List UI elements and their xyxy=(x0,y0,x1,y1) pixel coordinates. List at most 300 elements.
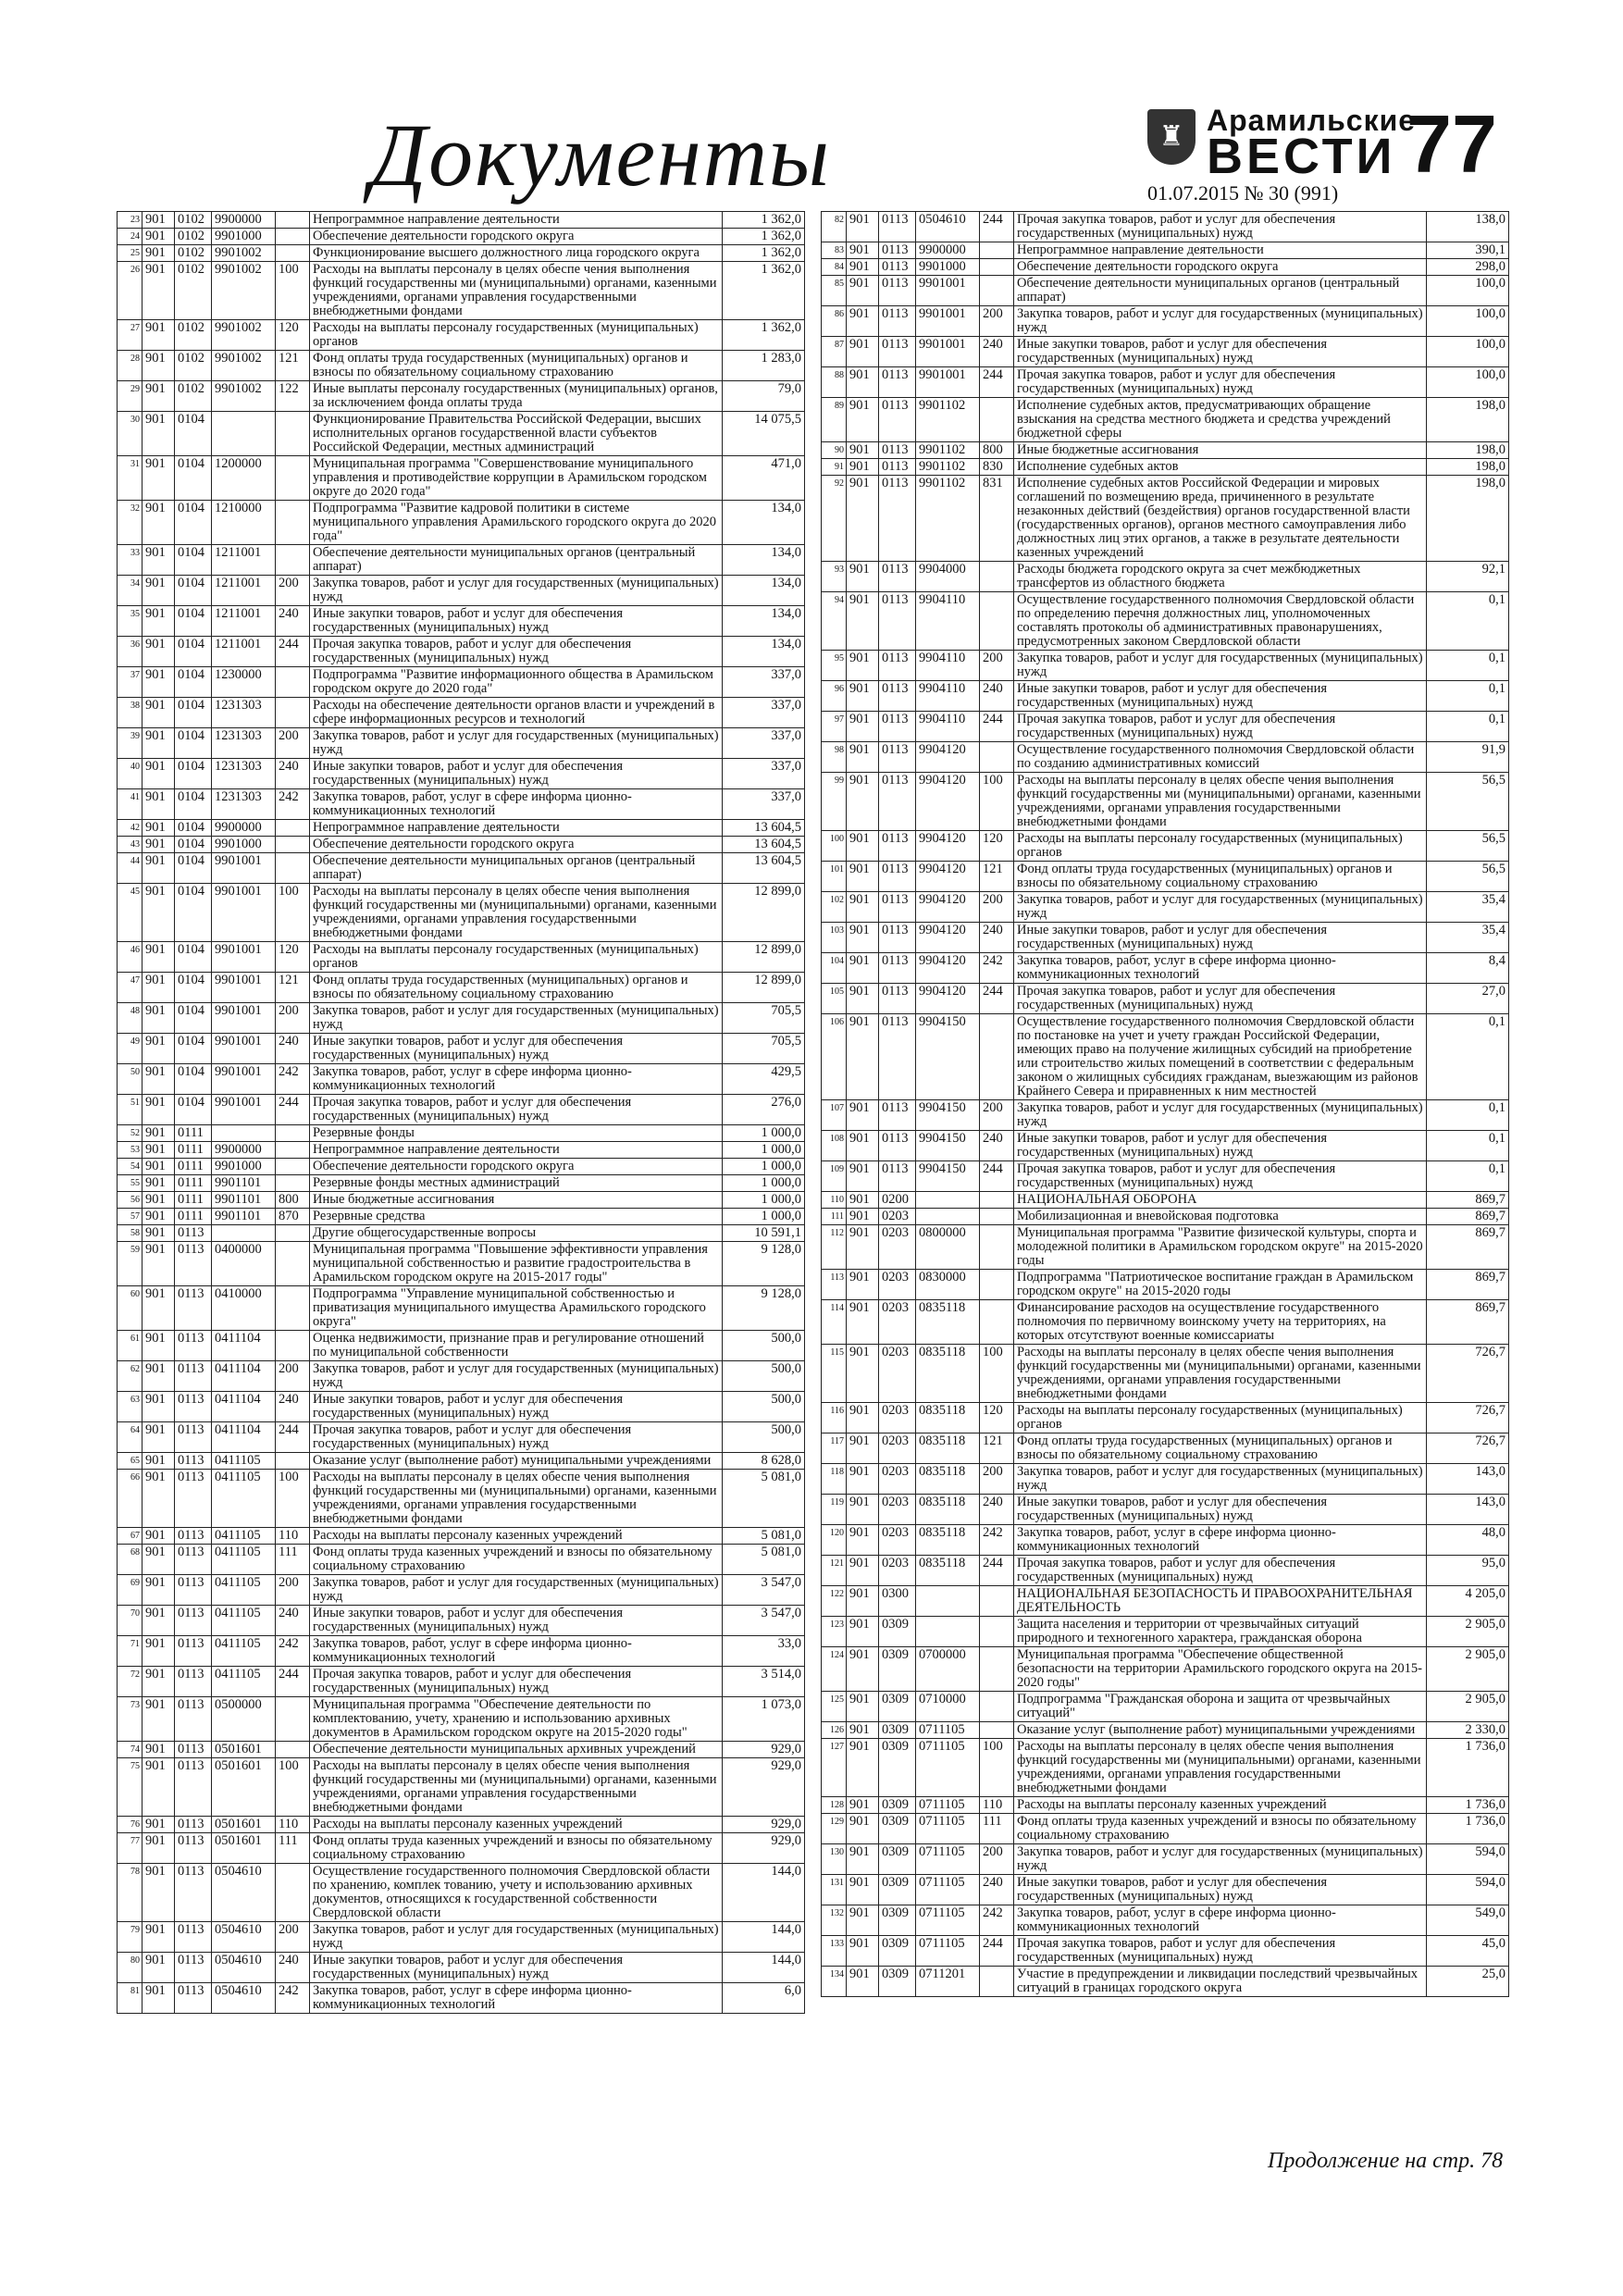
admin-code: 901 xyxy=(142,1209,175,1225)
expense-type xyxy=(980,1192,1014,1209)
row-description: Прочая закупка товаров, работ и услуг для обеспечения государственных (муниципальных) нужд xyxy=(1014,1556,1427,1586)
row-number: 39 xyxy=(118,728,142,759)
row-description: Закупка товаров, работ и услуг для государственных (муниципальных) нужд xyxy=(1014,1100,1427,1131)
row-description: Расходы на выплаты персоналу в целях обеспе чения выполнения функций государственны ми (муниципальными) органами, казенными учреждениями, органами управления государственными внебюджетными фондами xyxy=(310,1758,723,1817)
section-code: 0309 xyxy=(879,1797,916,1814)
row-number: 101 xyxy=(822,862,847,892)
row-amount: 100,0 xyxy=(1427,306,1509,337)
row-amount: 6,0 xyxy=(723,1983,805,2014)
section-code: 0113 xyxy=(175,1242,212,1286)
row-number: 127 xyxy=(822,1739,847,1797)
section-code: 0113 xyxy=(175,1286,212,1331)
row-description: Подпрограмма "Развитие информационного общества в Арамильском городском округе до 2020 года" xyxy=(310,667,723,698)
row-amount: 1 362,0 xyxy=(723,262,805,320)
row-amount: 1 000,0 xyxy=(723,1142,805,1159)
admin-code: 901 xyxy=(142,789,175,820)
row-number: 132 xyxy=(822,1905,847,1936)
expense-type: 111 xyxy=(276,1833,310,1864)
row-amount: 143,0 xyxy=(1427,1464,1509,1495)
section-code: 0113 xyxy=(175,1606,212,1636)
admin-code: 901 xyxy=(847,1905,879,1936)
target-code: 9901001 xyxy=(212,853,276,884)
table-row xyxy=(118,837,805,853)
row-description: Фонд оплаты труда казенных учреждений и взносы по обязательному социальному страхованию xyxy=(1014,1814,1427,1844)
row-description: Исполнение судебных актов xyxy=(1014,459,1427,476)
target-code: 0410000 xyxy=(212,1286,276,1331)
admin-code: 901 xyxy=(142,1453,175,1470)
admin-code: 901 xyxy=(142,884,175,942)
section-code: 0113 xyxy=(175,1545,212,1575)
row-number: 119 xyxy=(822,1495,847,1525)
expense-type: 200 xyxy=(276,1361,310,1392)
row-amount: 198,0 xyxy=(1427,459,1509,476)
row-number: 130 xyxy=(822,1844,847,1875)
row-description: Расходы на выплаты персоналу казенных учреждений xyxy=(310,1817,723,1833)
row-description: Непрограммное направление деятельности xyxy=(1014,242,1427,259)
row-number: 30 xyxy=(118,412,142,456)
table-row xyxy=(118,1422,805,1453)
admin-code: 901 xyxy=(847,953,879,984)
row-description: Резервные средства xyxy=(310,1209,723,1225)
row-description: Иные закупки товаров, работ и услуг для обеспечения государственных (муниципальных) нужд xyxy=(310,1606,723,1636)
row-description: Расходы на выплаты персоналу государственных (муниципальных) органов xyxy=(310,942,723,973)
table-row xyxy=(118,1192,805,1209)
row-number: 80 xyxy=(118,1953,142,1983)
section-code: 0113 xyxy=(879,862,916,892)
table-row xyxy=(822,476,1509,562)
section-code: 0113 xyxy=(879,276,916,306)
expense-type: 120 xyxy=(980,831,1014,862)
section-code: 0113 xyxy=(175,1636,212,1667)
target-code: 0411104 xyxy=(212,1422,276,1453)
row-description: Расходы на выплаты персоналу в целях обеспе чения выполнения функций государственны ми (муниципальными) органами, казенными учреждениями, органами управления государственными внебюджетными фондами xyxy=(310,262,723,320)
row-description: Иные закупки товаров, работ и услуг для обеспечения государственных (муниципальных) нужд xyxy=(310,1034,723,1064)
row-number: 131 xyxy=(822,1875,847,1905)
row-number: 55 xyxy=(118,1175,142,1192)
row-number: 113 xyxy=(822,1270,847,1300)
row-description: Иные закупки товаров, работ и услуг для обеспечения государственных (муниципальных) нужд xyxy=(1014,1131,1427,1161)
table-row xyxy=(118,1742,805,1758)
row-amount: 0,1 xyxy=(1427,712,1509,742)
expense-type xyxy=(980,276,1014,306)
expense-type: 240 xyxy=(276,1606,310,1636)
section-code: 0113 xyxy=(879,831,916,862)
section-code: 0113 xyxy=(879,923,916,953)
target-code: 1210000 xyxy=(212,501,276,545)
table-row xyxy=(822,1270,1509,1300)
expense-type xyxy=(276,667,310,698)
section-code: 0113 xyxy=(879,459,916,476)
target-code: 0411105 xyxy=(212,1545,276,1575)
row-number: 44 xyxy=(118,853,142,884)
section-code: 0111 xyxy=(175,1175,212,1192)
row-amount: 48,0 xyxy=(1427,1525,1509,1556)
row-number: 52 xyxy=(118,1125,142,1142)
row-description: Муниципальная программа "Повышение эффективности управления муниципальной собственностью и развитие градостроительства в Арамильском городском округе на 2015-2017 годы" xyxy=(310,1242,723,1286)
row-number: 47 xyxy=(118,973,142,1003)
row-amount: 1 073,0 xyxy=(723,1697,805,1742)
admin-code: 901 xyxy=(847,1617,879,1647)
admin-code: 901 xyxy=(847,1739,879,1797)
target-code: 0501601 xyxy=(212,1833,276,1864)
section-code: 0113 xyxy=(175,1758,212,1817)
expense-type: 100 xyxy=(276,1470,310,1528)
target-code: 9901001 xyxy=(212,884,276,942)
table-row xyxy=(118,229,805,245)
target-code: 0504610 xyxy=(212,1953,276,1983)
row-amount: 2 905,0 xyxy=(1427,1647,1509,1692)
coat-of-arms-icon: ♜ xyxy=(1147,109,1196,165)
target-code: 9901102 xyxy=(916,476,980,562)
row-number: 84 xyxy=(822,259,847,276)
table-row xyxy=(822,242,1509,259)
admin-code: 901 xyxy=(847,337,879,367)
table-row xyxy=(118,1453,805,1470)
table-row xyxy=(822,259,1509,276)
row-number: 53 xyxy=(118,1142,142,1159)
expense-type: 244 xyxy=(276,1422,310,1453)
row-description: Расходы на выплаты персоналу в целях обеспе чения выполнения функций государственны ми (муниципальными) органами, казенными учреждениями, органами управления государственными внебюджетными фондами xyxy=(1014,773,1427,831)
row-amount: 138,0 xyxy=(1427,212,1509,242)
section-code: 0104 xyxy=(175,606,212,637)
row-amount: 12 899,0 xyxy=(723,884,805,942)
table-row xyxy=(118,667,805,698)
section-code: 0113 xyxy=(879,442,916,459)
row-description: Прочая закупка товаров, работ и услуг для обеспечения государственных (муниципальных) нужд xyxy=(1014,367,1427,398)
row-amount: 12 899,0 xyxy=(723,973,805,1003)
row-amount: 929,0 xyxy=(723,1742,805,1758)
table-row xyxy=(118,545,805,576)
row-description: Обеспечение деятельности муниципальных архивных учреждений xyxy=(310,1742,723,1758)
admin-code: 901 xyxy=(142,1125,175,1142)
row-number: 99 xyxy=(822,773,847,831)
expense-type xyxy=(980,1967,1014,1997)
row-number: 116 xyxy=(822,1403,847,1433)
target-code: 0501601 xyxy=(212,1758,276,1817)
table-row xyxy=(822,1100,1509,1131)
target-code: 1211001 xyxy=(212,576,276,606)
admin-code: 901 xyxy=(142,1034,175,1064)
expense-type: 120 xyxy=(276,942,310,973)
section-code: 0104 xyxy=(175,789,212,820)
row-number: 31 xyxy=(118,456,142,501)
admin-code: 901 xyxy=(847,1100,879,1131)
row-description: Участие в предупреждении и ликвидации последствий чрезвычайных ситуаций в границах городского округа xyxy=(1014,1967,1427,1997)
expense-type: 121 xyxy=(980,862,1014,892)
row-description: Непрограммное направление деятельности xyxy=(310,1142,723,1159)
row-number: 50 xyxy=(118,1064,142,1095)
table-row xyxy=(822,1525,1509,1556)
expense-type: 831 xyxy=(980,476,1014,562)
row-description: Иные закупки товаров, работ и услуг для обеспечения государственных (муниципальных) нужд xyxy=(1014,923,1427,953)
section-code: 0104 xyxy=(175,1095,212,1125)
expense-type xyxy=(276,853,310,884)
target-code: 9901101 xyxy=(212,1175,276,1192)
table-row xyxy=(118,1697,805,1742)
row-number: 117 xyxy=(822,1433,847,1464)
row-amount: 5 081,0 xyxy=(723,1470,805,1528)
left-column xyxy=(117,211,805,2014)
row-number: 128 xyxy=(822,1797,847,1814)
expense-type xyxy=(276,1142,310,1159)
target-code: 9904120 xyxy=(916,953,980,984)
row-amount: 429,5 xyxy=(723,1064,805,1095)
admin-code: 901 xyxy=(142,942,175,973)
row-description: Фонд оплаты труда государственных (муниципальных) органов и взносы по обязательному социальному страхованию xyxy=(1014,1433,1427,1464)
row-number: 56 xyxy=(118,1192,142,1209)
admin-code: 901 xyxy=(847,1014,879,1100)
row-amount: 1 000,0 xyxy=(723,1192,805,1209)
table-row xyxy=(118,759,805,789)
target-code: 9901001 xyxy=(212,942,276,973)
expense-type xyxy=(276,1453,310,1470)
row-number: 75 xyxy=(118,1758,142,1817)
admin-code: 901 xyxy=(142,456,175,501)
row-number: 102 xyxy=(822,892,847,923)
target-code: 9904150 xyxy=(916,1014,980,1100)
target-code: 0711105 xyxy=(916,1797,980,1814)
row-amount: 929,0 xyxy=(723,1833,805,1864)
row-description: Обеспечение деятельности городского округа xyxy=(1014,259,1427,276)
expense-type: 244 xyxy=(276,637,310,667)
row-amount: 134,0 xyxy=(723,606,805,637)
row-amount: 134,0 xyxy=(723,637,805,667)
section-code: 0113 xyxy=(879,242,916,259)
row-number: 87 xyxy=(822,337,847,367)
row-number: 93 xyxy=(822,562,847,592)
row-description: Прочая закупка товаров, работ и услуг для обеспечения государственных (муниципальных) нужд xyxy=(310,1422,723,1453)
section-code: 0203 xyxy=(879,1345,916,1403)
table-row xyxy=(118,884,805,942)
admin-code: 901 xyxy=(142,1922,175,1953)
row-number: 79 xyxy=(118,1922,142,1953)
row-number: 82 xyxy=(822,212,847,242)
row-number: 71 xyxy=(118,1636,142,1667)
row-number: 42 xyxy=(118,820,142,837)
row-amount: 500,0 xyxy=(723,1392,805,1422)
target-code: 0711105 xyxy=(916,1844,980,1875)
row-number: 48 xyxy=(118,1003,142,1034)
target-code: 9901101 xyxy=(212,1209,276,1225)
row-amount: 1 736,0 xyxy=(1427,1814,1509,1844)
section-code: 0104 xyxy=(175,545,212,576)
section-code: 0104 xyxy=(175,501,212,545)
table-row xyxy=(822,1014,1509,1100)
row-number: 112 xyxy=(822,1225,847,1270)
expense-type: 200 xyxy=(980,1464,1014,1495)
section-code: 0111 xyxy=(175,1142,212,1159)
row-description: Исполнение судебных актов Российской Федерации и мировых соглашений по возмещению вреда, причиненного в результате незаконных действий (бездействия) органов государственной власти (государственных органов), органов местного самоуправления либо должностных лиц этих органов, а также в результате деятельности казенных учреждений xyxy=(1014,476,1427,562)
table-row xyxy=(118,412,805,456)
target-code: 0411105 xyxy=(212,1575,276,1606)
table-row xyxy=(118,1392,805,1422)
row-number: 110 xyxy=(822,1192,847,1209)
row-number: 38 xyxy=(118,698,142,728)
admin-code: 901 xyxy=(847,1692,879,1722)
admin-code: 901 xyxy=(847,1875,879,1905)
admin-code: 901 xyxy=(847,1586,879,1617)
row-amount: 390,1 xyxy=(1427,242,1509,259)
target-code: 1211001 xyxy=(212,637,276,667)
section-code: 0104 xyxy=(175,759,212,789)
target-code: 0501601 xyxy=(212,1742,276,1758)
row-amount: 0,1 xyxy=(1427,1100,1509,1131)
row-description: Подпрограмма "Управление муниципальной собственностью и приватизация муниципального имущества Арамильского городского округа" xyxy=(310,1286,723,1331)
target-code: 0411105 xyxy=(212,1453,276,1470)
row-number: 86 xyxy=(822,306,847,337)
expense-type xyxy=(980,1225,1014,1270)
section-code: 0309 xyxy=(879,1647,916,1692)
table-row xyxy=(822,1875,1509,1905)
row-amount: 4 205,0 xyxy=(1427,1586,1509,1617)
row-description: Закупка товаров, работ и услуг для государственных (муниципальных) нужд xyxy=(310,576,723,606)
row-number: 97 xyxy=(822,712,847,742)
row-description: Иные закупки товаров, работ и услуг для обеспечения государственных (муниципальных) нужд xyxy=(1014,1495,1427,1525)
row-description: Непрограммное направление деятельности xyxy=(310,212,723,229)
section-code: 0102 xyxy=(175,320,212,351)
expense-type: 100 xyxy=(276,884,310,942)
target-code: 0411105 xyxy=(212,1636,276,1667)
admin-code: 901 xyxy=(847,651,879,681)
expense-type xyxy=(276,698,310,728)
row-description: Расходы на выплаты персоналу в целях обеспе чения выполнения функций государственны ми (муниципальными) органами, казенными учреждениями, органами управления государственными внебюджетными фондами xyxy=(1014,1345,1427,1403)
section-code: 0102 xyxy=(175,212,212,229)
section-code: 0113 xyxy=(879,1100,916,1131)
row-number: 63 xyxy=(118,1392,142,1422)
row-number: 125 xyxy=(822,1692,847,1722)
admin-code: 901 xyxy=(847,1797,879,1814)
row-number: 66 xyxy=(118,1470,142,1528)
row-number: 67 xyxy=(118,1528,142,1545)
target-code: 0400000 xyxy=(212,1242,276,1286)
row-amount: 14 075,5 xyxy=(723,412,805,456)
expense-type: 200 xyxy=(276,728,310,759)
section-code: 0203 xyxy=(879,1433,916,1464)
row-number: 123 xyxy=(822,1617,847,1647)
target-code: 0700000 xyxy=(916,1647,980,1692)
table-row xyxy=(118,320,805,351)
row-number: 40 xyxy=(118,759,142,789)
section-code: 0203 xyxy=(879,1403,916,1433)
section-code: 0104 xyxy=(175,884,212,942)
table-row xyxy=(118,1242,805,1286)
target-code: 9904120 xyxy=(916,862,980,892)
section-code: 0113 xyxy=(879,476,916,562)
table-row xyxy=(118,698,805,728)
row-amount: 5 081,0 xyxy=(723,1545,805,1575)
expense-type: 240 xyxy=(276,1392,310,1422)
section-code: 0309 xyxy=(879,1814,916,1844)
target-code: 9901001 xyxy=(212,1034,276,1064)
expense-type: 244 xyxy=(980,712,1014,742)
target-code: 0501601 xyxy=(212,1817,276,1833)
row-description: НАЦИОНАЛЬНАЯ ОБОРОНА xyxy=(1014,1192,1427,1209)
section-code: 0309 xyxy=(879,1967,916,1997)
section-code: 0113 xyxy=(175,1983,212,2014)
admin-code: 901 xyxy=(142,1983,175,2014)
table-row xyxy=(118,942,805,973)
row-amount: 471,0 xyxy=(723,456,805,501)
row-number: 77 xyxy=(118,1833,142,1864)
table-row xyxy=(118,1528,805,1545)
row-amount: 500,0 xyxy=(723,1361,805,1392)
section-code: 0113 xyxy=(175,1953,212,1983)
row-description: Прочая закупка товаров, работ и услуг для обеспечения государственных (муниципальных) нужд xyxy=(1014,712,1427,742)
expense-type xyxy=(276,1175,310,1192)
row-amount: 144,0 xyxy=(723,1953,805,1983)
row-amount: 198,0 xyxy=(1427,398,1509,442)
table-row xyxy=(118,381,805,412)
admin-code: 901 xyxy=(142,1833,175,1864)
row-amount: 337,0 xyxy=(723,789,805,820)
target-code: 9904120 xyxy=(916,742,980,773)
row-amount: 12 899,0 xyxy=(723,942,805,973)
table-row xyxy=(822,592,1509,651)
row-description: Иные закупки товаров, работ и услуг для обеспечения государственных (муниципальных) нужд xyxy=(1014,681,1427,712)
budget-table-left xyxy=(117,211,805,2014)
expense-type xyxy=(980,1692,1014,1722)
row-description: Муниципальная программа "Обеспечение деятельности по комплектованию, учету, хранению и использованию архивных документов в Арамильском городском округе на 2015-2020 годы" xyxy=(310,1697,723,1742)
table-row xyxy=(822,1692,1509,1722)
admin-code: 901 xyxy=(847,923,879,953)
admin-code: 901 xyxy=(142,820,175,837)
row-amount: 337,0 xyxy=(723,728,805,759)
admin-code: 901 xyxy=(847,242,879,259)
row-amount: 549,0 xyxy=(1427,1905,1509,1936)
table-row xyxy=(118,1209,805,1225)
table-row xyxy=(822,1209,1509,1225)
row-number: 59 xyxy=(118,1242,142,1286)
row-description: Прочая закупка товаров, работ и услуг для обеспечения государственных (муниципальных) нужд xyxy=(310,1667,723,1697)
table-row xyxy=(822,1967,1509,1997)
row-description: Расходы на выплаты персоналу государственных (муниципальных) органов xyxy=(310,320,723,351)
row-number: 81 xyxy=(118,1983,142,2014)
issue-info: 01.07.2015 № 30 (991) xyxy=(1147,181,1339,205)
row-number: 62 xyxy=(118,1361,142,1392)
target-code: 9901000 xyxy=(212,229,276,245)
page-number: 77 xyxy=(1406,98,1497,190)
row-description: Финансирование расходов на осуществление государственного полномочия по первичному воинскому учету на территориях, на которых отсутствуют военные комиссариаты xyxy=(1014,1300,1427,1345)
admin-code: 901 xyxy=(847,681,879,712)
target-code: 9904120 xyxy=(916,923,980,953)
row-amount: 2 330,0 xyxy=(1427,1722,1509,1739)
table-row xyxy=(822,1495,1509,1525)
admin-code: 901 xyxy=(142,606,175,637)
publication-name-main: ВЕСТИ xyxy=(1207,129,1396,184)
row-amount: 35,4 xyxy=(1427,923,1509,953)
row-description: Другие общегосударственные вопросы xyxy=(310,1225,723,1242)
admin-code: 901 xyxy=(847,1464,879,1495)
section-code: 0113 xyxy=(879,592,916,651)
target-code: 9904150 xyxy=(916,1131,980,1161)
row-description: Расходы на выплаты персоналу в целях обеспе чения выполнения функций государственны ми (муниципальными) органами, казенными учреждениями, органами управления государственными внебюджетными фондами xyxy=(310,1470,723,1528)
expense-type xyxy=(980,1722,1014,1739)
row-number: 78 xyxy=(118,1864,142,1922)
expense-type xyxy=(980,742,1014,773)
row-description: НАЦИОНАЛЬНАЯ БЕЗОПАСНОСТЬ И ПРАВООХРАНИТЕЛЬНАЯ ДЕЯТЕЛЬНОСТЬ xyxy=(1014,1586,1427,1617)
row-number: 89 xyxy=(822,398,847,442)
expense-type xyxy=(980,398,1014,442)
target-code: 9900000 xyxy=(212,820,276,837)
admin-code: 901 xyxy=(847,1647,879,1692)
section-code: 0113 xyxy=(879,712,916,742)
row-number: 51 xyxy=(118,1095,142,1125)
admin-code: 901 xyxy=(847,259,879,276)
expense-type xyxy=(980,1300,1014,1345)
row-number: 58 xyxy=(118,1225,142,1242)
section-code: 0203 xyxy=(879,1300,916,1345)
right-column xyxy=(821,211,1509,1997)
